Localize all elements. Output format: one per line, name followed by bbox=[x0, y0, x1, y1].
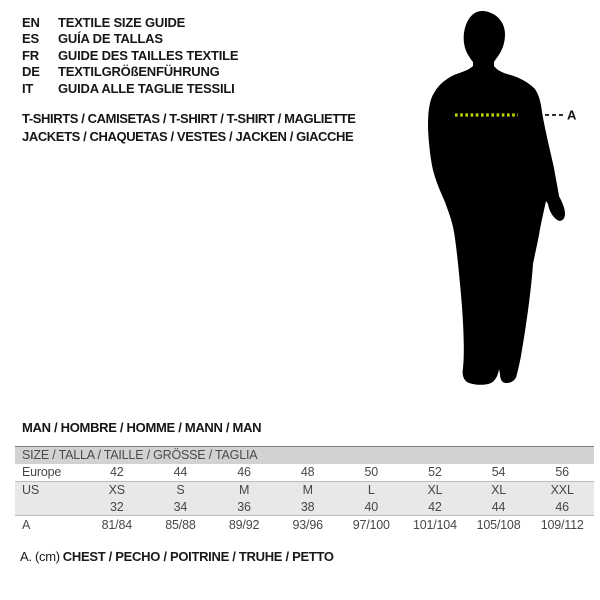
size-cell: 56 bbox=[555, 465, 569, 479]
footnote-text: CHEST / PECHO / POITRINE / TRUHE / PETTO bbox=[62, 549, 334, 564]
language-code: EN bbox=[22, 15, 40, 30]
size-cell: M bbox=[302, 483, 313, 497]
man-silhouette-shape bbox=[428, 11, 565, 385]
language-list bbox=[22, 15, 238, 97]
language-code: FR bbox=[22, 47, 39, 63]
table-row bbox=[15, 464, 594, 481]
size-cell: M bbox=[238, 483, 250, 497]
table-row bbox=[15, 499, 594, 515]
category-list bbox=[22, 110, 356, 145]
size-cell: 93/96 bbox=[292, 518, 323, 532]
size-cell: XXL bbox=[550, 483, 574, 497]
language-code: DE bbox=[22, 64, 40, 80]
section-title-man: MAN / HOMBRE / HOMME / MANN / MAN bbox=[22, 420, 262, 435]
language-label: GUIDA ALLE TAGLIE TESSILI bbox=[58, 80, 235, 96]
size-cell: 109/112 bbox=[540, 518, 584, 532]
row-label: Europe bbox=[22, 465, 62, 479]
size-cell: 44 bbox=[491, 500, 506, 514]
measurement-footnote bbox=[20, 549, 334, 564]
size-cell: 40 bbox=[364, 500, 379, 514]
size-cell: XL bbox=[491, 483, 506, 497]
size-cell: 32 bbox=[110, 500, 124, 514]
man-silhouette-figure bbox=[395, 5, 585, 395]
language-item bbox=[22, 31, 238, 47]
size-cell: 36 bbox=[237, 500, 251, 514]
size-cell: 81/84 bbox=[101, 518, 132, 532]
language-item bbox=[22, 48, 238, 64]
language-item bbox=[22, 64, 238, 80]
size-cell: 101/104 bbox=[413, 518, 457, 532]
language-code: IT bbox=[22, 80, 34, 96]
measure-label-a: A bbox=[567, 107, 577, 123]
size-cell: 97/100 bbox=[352, 518, 390, 532]
size-cell: 42 bbox=[110, 465, 124, 479]
size-cell: 85/88 bbox=[165, 518, 196, 532]
size-cell: 50 bbox=[364, 465, 379, 479]
language-label: TEXTILE SIZE GUIDE bbox=[58, 15, 186, 30]
size-cell: S bbox=[176, 483, 185, 497]
language-label: GUIDE DES TAILLES TEXTILE bbox=[58, 47, 239, 63]
size-cell: 38 bbox=[300, 500, 315, 514]
category-line-jackets: JACKETS / CHAQUETAS / VESTES / JACKEN / GIACCHE bbox=[22, 128, 354, 144]
size-cell: 42 bbox=[428, 500, 442, 514]
table-row bbox=[15, 481, 594, 499]
size-cell: 89/92 bbox=[228, 518, 260, 532]
row-label: A bbox=[22, 518, 31, 532]
size-cell: 46 bbox=[237, 465, 251, 479]
row-label bbox=[15, 499, 85, 515]
language-code: ES bbox=[22, 31, 39, 47]
row-label: US bbox=[22, 483, 39, 497]
size-cell: 105/108 bbox=[476, 518, 521, 532]
size-cell: 48 bbox=[300, 465, 315, 479]
size-cell: XS bbox=[108, 483, 125, 497]
table-row bbox=[15, 515, 594, 535]
language-label: GUÍA DE TALLAS bbox=[58, 31, 163, 47]
size-cell: 34 bbox=[173, 500, 188, 514]
category-line-tshirts: T-SHIRTS / CAMISETAS / T-SHIRT / T-SHIRT / MAGLIETTE bbox=[22, 111, 356, 126]
language-label: TEXTILGRÖßENFÜHRUNG bbox=[58, 64, 220, 80]
size-cell: 46 bbox=[555, 500, 569, 514]
size-cell: 52 bbox=[428, 465, 442, 479]
size-cell: L bbox=[367, 483, 375, 497]
size-cell: 54 bbox=[491, 465, 506, 479]
language-item bbox=[22, 15, 238, 31]
language-item bbox=[22, 81, 238, 97]
footnote-prefix: A. (cm) bbox=[20, 549, 60, 564]
size-table-body bbox=[15, 464, 594, 535]
size-cell: 44 bbox=[173, 465, 188, 479]
size-table-header: SIZE / TALLA / TAILLE / GRÖSSE / TAGLIA bbox=[15, 447, 594, 464]
size-cell: XL bbox=[427, 483, 443, 497]
size-table bbox=[15, 446, 594, 535]
